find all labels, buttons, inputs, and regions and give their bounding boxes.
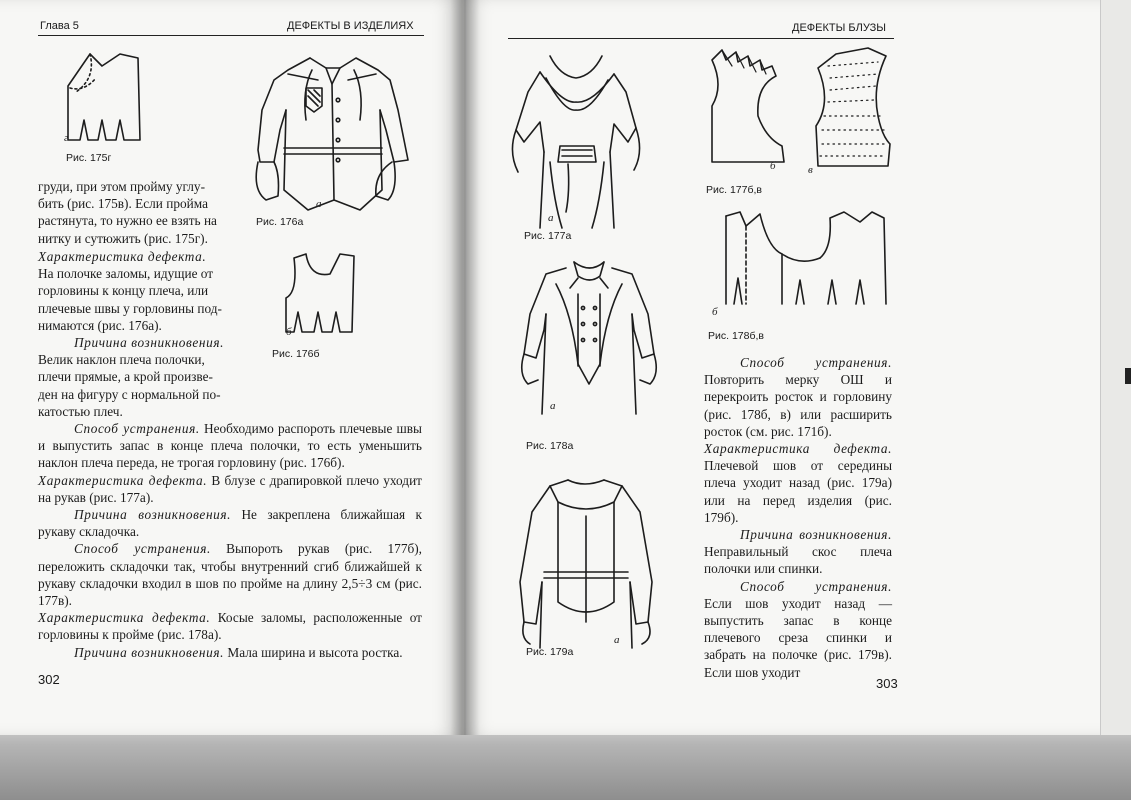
paragraph-text: Плечевой шов от середины плеча уходит назад (рис. 179а) или на перед изделия (рис. 179б).	[704, 458, 892, 525]
caption-fig-176b: Рис. 176б	[272, 348, 320, 360]
page-number-left: 302	[38, 672, 60, 687]
right-running-title: ДЕФЕКТЫ БЛУЗЫ	[792, 22, 886, 34]
text-line: плечевые швы у горловины под-	[38, 300, 222, 316]
left-header-rule	[38, 35, 424, 36]
caption-fig-176a: Рис. 176а	[256, 216, 304, 228]
page-number-right: 303	[876, 676, 898, 691]
caption-fig-178bv: Рис. 178б,в	[708, 330, 764, 342]
figure-176b-pattern	[280, 248, 360, 340]
paragraph	[704, 440, 892, 526]
section-label: Способ устранения.	[74, 541, 211, 557]
caption-fig-178a: Рис. 178а	[526, 440, 574, 452]
paragraph-text: Повторить мерку ОШ и перекроить росток и горловину (рис. 178б, в) или расширить росток (см. рис. 171б).	[704, 372, 892, 439]
paragraph-text: Мала ширина и высота ростка.	[224, 644, 403, 660]
text-line: растянута, то нужно ее взять на	[38, 213, 217, 229]
section-label: Характеристика дефекта.	[38, 472, 208, 488]
text-line: нитку и сутюжить (рис. 175г).	[38, 230, 208, 246]
paragraph	[38, 644, 422, 661]
section-label: Причина возникновения.	[740, 527, 892, 543]
paragraph-text: Если шов уходит назад — выпустить запас в конце плечевого среза спинки и забрать на полочке (рис. 179в). Если шов уходит	[704, 595, 892, 680]
figure-letter: а	[550, 400, 556, 412]
paragraph	[38, 420, 422, 472]
section-label: Способ устранения.	[740, 355, 892, 370]
text-line	[38, 334, 270, 351]
text-line	[38, 248, 270, 265]
left-text-full-width	[38, 420, 422, 661]
figure-175g-pattern	[62, 48, 146, 148]
paragraph-text: Косые заломы, расположенные от горловины к пройме (рис. 178а).	[38, 610, 422, 643]
text-line: плечи прямые, а крой произве-	[38, 369, 213, 385]
section-label: Характеристика дефекта.	[704, 441, 892, 457]
figure-177a-draped-blouse	[510, 52, 642, 232]
paragraph	[38, 540, 422, 609]
paragraph-text: В блузе с драпировкой плечо уходит на рукав (рис. 177а).	[38, 472, 422, 505]
section-label: Способ устранения.	[740, 578, 892, 594]
paragraph-text: Не закреплена ближайшая к рукаву складочка.	[38, 507, 422, 540]
figure-179a-blouse-back	[514, 472, 660, 650]
section-label: Причина возникновения.	[74, 644, 225, 660]
right-text-column	[704, 354, 892, 681]
text-line: бить (рис. 175в). Если пройма	[38, 196, 208, 212]
text-line: катостью плеч.	[38, 403, 123, 419]
caption-fig-177bv: Рис. 177б,в	[706, 184, 762, 196]
paragraph	[38, 609, 422, 643]
caption-fig-175g: Рис. 175г	[66, 152, 112, 164]
paragraph	[704, 526, 892, 578]
caption-fig-179a: Рис. 179а	[526, 646, 574, 658]
figure-letter: а	[548, 212, 554, 224]
section-label: Способ устранения.	[74, 421, 200, 436]
figure-letter: б	[712, 306, 718, 318]
text-line: На полочке заломы, идущие от	[38, 266, 214, 282]
right-header-rule	[508, 38, 894, 39]
bookmark-tab	[1125, 368, 1131, 384]
figure-letter: г	[64, 132, 69, 144]
paragraph	[38, 506, 422, 540]
section-label: Причина возникновения.	[74, 507, 232, 523]
paragraph-text: Выпороть рукав (рис. 177б), переложить складочки так, чтобы внутренний сгиб ближайшей к рукаву складочки входил в шов по пройме на длину 2,5÷3 см (рис. 177в).	[38, 541, 422, 609]
left-text-narrow	[38, 178, 250, 247]
paragraph-text: Неправильный скос плеча полочки или спинки.	[704, 544, 892, 577]
paragraph-text: Необходимо распороть плечевые швы и выпустить запас в конце плеча полочки, то есть уменьшить наклон плеча переда, не трогая горловину (рис. 176б).	[38, 421, 422, 471]
section-label: Причина возникновения.	[74, 335, 225, 350]
caption-fig-177a: Рис. 177а	[524, 230, 572, 242]
text-line: груди, при этом пройму углу-	[38, 179, 206, 194]
text-line: Велик наклон плеча полочки,	[38, 352, 205, 368]
figure-176a-blouse	[248, 50, 418, 240]
figure-178a-blouse	[516, 254, 662, 420]
paragraph	[704, 354, 892, 440]
figure-177v-sleeve-pattern	[808, 46, 894, 172]
paragraph	[704, 578, 892, 681]
figure-letter: б	[770, 160, 776, 172]
book-gutter	[450, 0, 480, 735]
text-line: нимаются (рис. 176а).	[38, 317, 162, 333]
figure-letter: а	[614, 634, 620, 646]
left-text-cause-176	[38, 334, 270, 420]
chapter-label: Глава 5	[40, 20, 79, 32]
figure-letter: в	[808, 164, 813, 176]
text-line: горловины к концу плеча, или	[38, 283, 209, 299]
left-text-defect-176	[38, 248, 270, 334]
section-label: Характеристика дефекта.	[38, 610, 211, 626]
figure-letter: б	[286, 326, 292, 338]
section-label: Характеристика дефекта.	[38, 249, 207, 264]
figure-178bv-pattern	[720, 208, 890, 310]
text-line: ден на фигуру с нормальной по-	[38, 386, 221, 402]
figure-letter: а	[316, 198, 322, 210]
paragraph	[38, 472, 422, 506]
figure-177b-sleeve-pattern	[706, 46, 790, 168]
left-running-title: ДЕФЕКТЫ В ИЗДЕЛИЯХ	[287, 20, 414, 32]
